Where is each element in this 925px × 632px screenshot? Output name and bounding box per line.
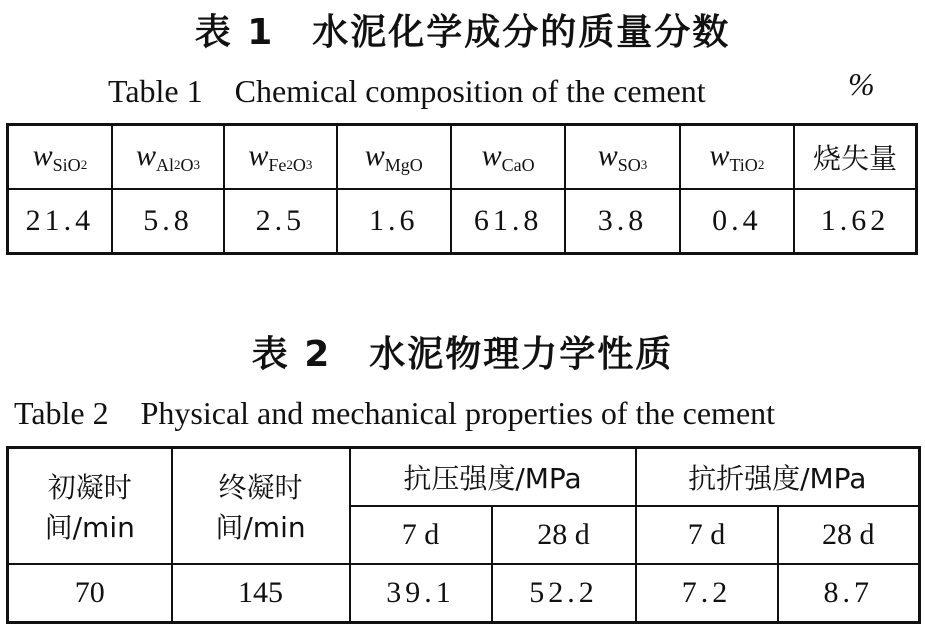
header-compressive-7d: 7 d [350,506,492,564]
table-cell: 39.1 [350,564,492,623]
table1-title-en: Table 1 Chemical composition of the cement [108,73,706,109]
header-compressive-28d: 28 d [492,506,636,564]
table1-value-row [8,189,917,254]
header-flexural-28d: 28 d [778,506,920,564]
header-loss-on-ignition: 烧失量 [794,125,916,190]
table-cell: 61.8 [451,189,565,254]
header-flexural-strength: 抗折强度/MPa [636,448,920,507]
table2-title-cn: 表 2 水泥物理力学性质 [251,334,674,375]
table-cell: 145 [172,564,350,623]
header-mgo: $w_{MgO}$ [337,125,451,190]
header-sio2: $w_{SiO}2$ [8,125,112,190]
table1-header-row [8,125,917,190]
table-cell: 0.4 [680,189,794,254]
header-compressive-strength: 抗压强度/MPa [350,448,636,507]
table1-unit: % [848,66,875,102]
table-cell: 3.8 [565,189,679,254]
table2-title-en: Table 2 Physical and mechanical properties of the cement [14,395,776,431]
table-cell: 70 [8,564,172,623]
header-flexural-7d: 7 d [636,506,778,564]
table-cell: 21.4 [8,189,112,254]
table-cell: 8.7 [778,564,920,623]
table2-header-row [8,448,920,507]
header-al2o3: $w_{Al}2_O3$ [112,125,224,190]
header-cao: $w_{CaO}$ [451,125,565,190]
header-final-setting-time: 终凝时 间/min [172,448,350,565]
table1 [6,123,918,255]
header-so3: $w_{SO}3$ [565,125,679,190]
table1-title-cn: 表 1 水泥化学成分的质量分数 [194,12,731,53]
table2 [6,446,921,624]
table-cell: 2.5 [224,189,336,254]
table-cell: 1.62 [794,189,916,254]
table-cell: 7.2 [636,564,778,623]
table-cell: 52.2 [492,564,636,623]
table2-value-row [8,564,920,623]
header-fe2o3: $w_{Fe}2_O3$ [224,125,336,190]
table-cell: 5.8 [112,189,224,254]
header-initial-setting-time: 初凝时 间/min [8,448,172,565]
header-tio2: $w_{TiO}2$ [680,125,794,190]
table-cell: 1.6 [337,189,451,254]
